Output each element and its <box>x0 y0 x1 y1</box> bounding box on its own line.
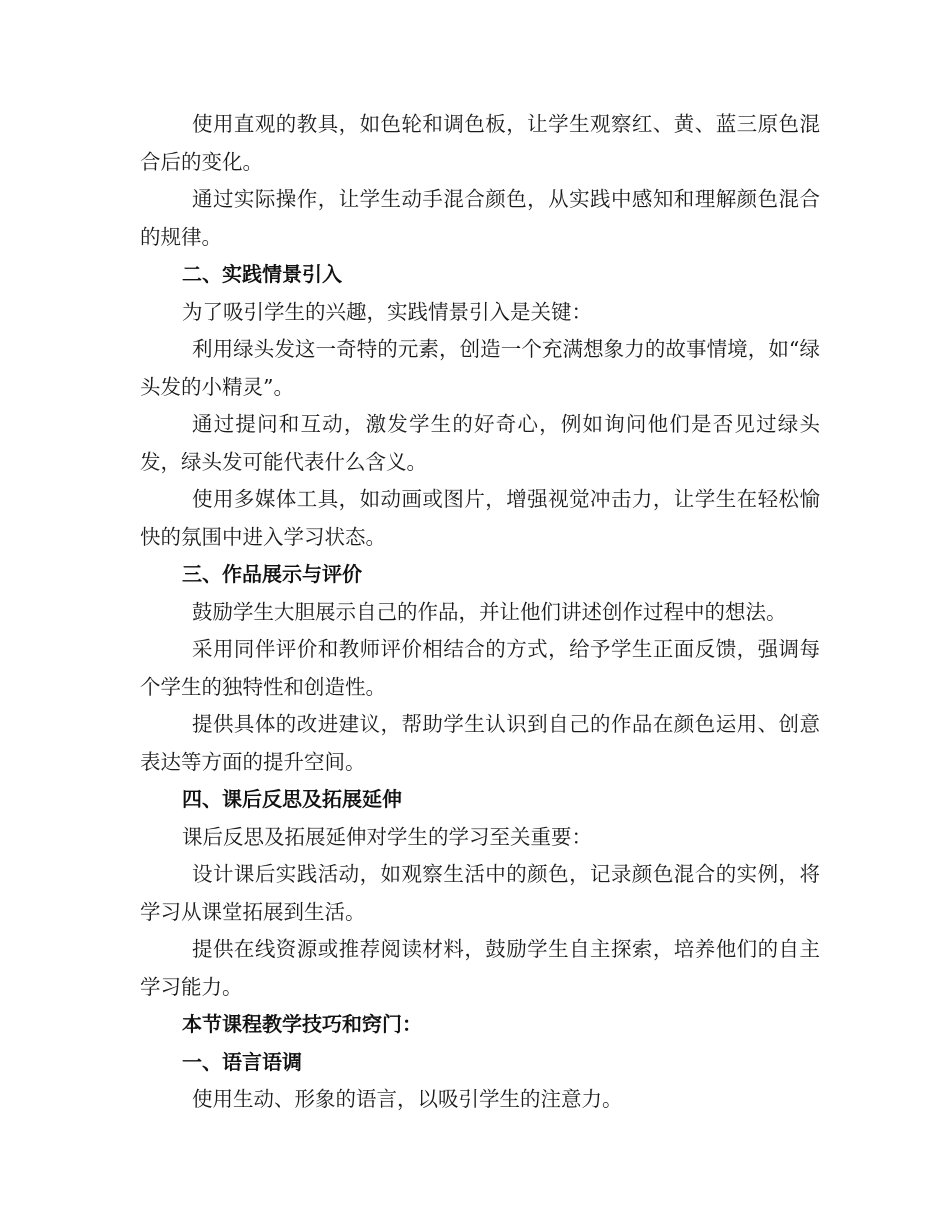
section-heading: 本节课程教学技巧和窍门： <box>182 1012 422 1036</box>
paragraph: 通过实际操作，让学生动手混合颜色，从实践中感知和理解颜色混合的规律。 <box>140 187 820 249</box>
section-heading: 一、语言语调 <box>182 1049 302 1074</box>
paragraph: 使用直观的教具，如色轮和调色板，让学生观察红、黄、蓝三原色混合后的变化。 <box>140 112 820 174</box>
paragraph: 使用生动、形象的语言，以吸引学生的注意力。 <box>192 1087 623 1111</box>
section-heading: 三、作品展示与评价 <box>182 562 362 586</box>
paragraph: 提供在线资源或推荐阅读材料，鼓励学生自主探索，培养他们的自主学习能力。 <box>140 937 820 999</box>
paragraph: 提供具体的改进建议，帮助学生认识到自己的作品在颜色运用、创意表达等方面的提升空间。 <box>140 712 820 774</box>
document-body <box>140 106 820 1119</box>
paragraph: 利用绿头发这一奇特的元素，创造一个充满想象力的故事情境，如“绿头发的小精灵”。 <box>140 337 820 399</box>
paragraph: 采用同伴评价和教师评价相结合的方式，给予学生正面反馈，强调每个学生的独特性和创造性。 <box>140 637 820 699</box>
paragraph: 课后反思及拓展延伸对学生的学习至关重要： <box>182 824 592 849</box>
paragraph: 为了吸引学生的兴趣，实践情景引入是关键： <box>182 299 592 324</box>
section-heading: 四、课后反思及拓展延伸 <box>182 787 402 811</box>
paragraph: 通过提问和互动，激发学生的好奇心，例如询问他们是否见过绿头发，绿头发可能代表什么含义。 <box>140 412 820 474</box>
paragraph: 鼓励学生大胆展示自己的作品，并让他们讲述创作过程中的想法。 <box>192 599 787 624</box>
paragraph: 设计课后实践活动，如观察生活中的颜色，记录颜色混合的实例，将学习从课堂拓展到生活。 <box>140 862 820 924</box>
paragraph: 使用多媒体工具，如动画或图片，增强视觉冲击力，让学生在轻松愉快的氛围中进入学习状态。 <box>140 487 820 549</box>
section-heading: 二、实践情景引入 <box>182 262 342 286</box>
